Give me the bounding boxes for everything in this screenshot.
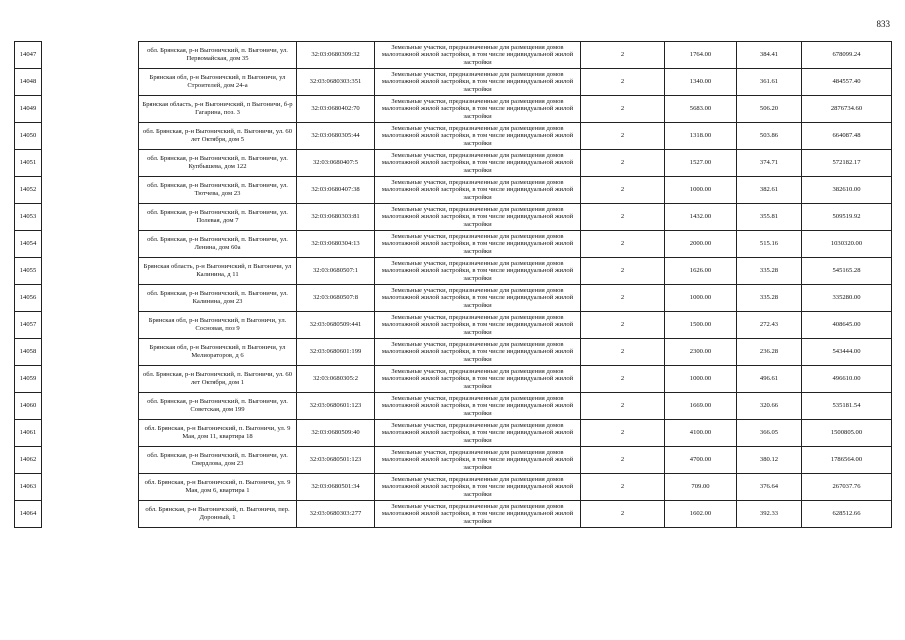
cell-specific-value: 506.20 <box>737 96 802 123</box>
table-row <box>15 285 892 312</box>
cell-gap <box>42 420 139 447</box>
cell-permitted-use: Земельные участки, предназначенные для размещения домов малоэтажной жилой застройки, в том числе индивидуальной жилой застройки <box>375 285 581 312</box>
cell-cadastral-value: 545165.28 <box>802 258 892 285</box>
cell-group-number: 2 <box>581 258 665 285</box>
cell-group-number: 2 <box>581 366 665 393</box>
cell-address: обл. Брянская, р-н Выгоничский, п. Выгоничи, ул. Первомайская, дом 35 <box>139 42 297 69</box>
cell-cadastral-number: 32:03:0680601:123 <box>297 393 375 420</box>
cell-cadastral-number: 32:03:0680305:44 <box>297 123 375 150</box>
cell-address: обл. Брянская, р-н Выгоничский, п. Выгоничи, ул. 60 лет Октября, дом 1 <box>139 366 297 393</box>
cell-record-id: 14056 <box>15 285 42 312</box>
table-row <box>15 393 892 420</box>
cell-address: обл. Брянская, р-н Выгоничский, п. Выгоничи, ул. 9 Мая, дом 6, квартира 1 <box>139 474 297 501</box>
table-body <box>15 42 892 528</box>
cell-area: 2000.00 <box>665 231 737 258</box>
cell-permitted-use: Земельные участки, предназначенные для размещения домов малоэтажной жилой застройки, в том числе индивидуальной жилой застройки <box>375 96 581 123</box>
cell-gap <box>42 312 139 339</box>
cell-permitted-use: Земельные участки, предназначенные для размещения домов малоэтажной жилой застройки, в том числе индивидуальной жилой застройки <box>375 393 581 420</box>
cell-gap <box>42 474 139 501</box>
cell-area: 1527.00 <box>665 150 737 177</box>
cell-specific-value: 335.28 <box>737 285 802 312</box>
cell-record-id: 14057 <box>15 312 42 339</box>
cell-address: обл. Брянская, р-н Выгоничский, п. Выгоничи, ул. Ленина, дом 60а <box>139 231 297 258</box>
cell-gap <box>42 150 139 177</box>
cell-area: 1764.00 <box>665 42 737 69</box>
table-row <box>15 69 892 96</box>
cell-area: 4100.00 <box>665 420 737 447</box>
cell-specific-value: 355.81 <box>737 204 802 231</box>
cell-cadastral-value: 509519.92 <box>802 204 892 231</box>
cell-area: 4700.00 <box>665 447 737 474</box>
cell-cadastral-value: 1500805.00 <box>802 420 892 447</box>
table-row <box>15 420 892 447</box>
cell-record-id: 14049 <box>15 96 42 123</box>
cell-gap <box>42 204 139 231</box>
cell-area: 1340.00 <box>665 69 737 96</box>
cell-cadastral-value: 1030320.00 <box>802 231 892 258</box>
cell-specific-value: 335.28 <box>737 258 802 285</box>
cell-group-number: 2 <box>581 42 665 69</box>
cell-specific-value: 515.16 <box>737 231 802 258</box>
cell-cadastral-number: 32:03:0680501:34 <box>297 474 375 501</box>
cell-group-number: 2 <box>581 123 665 150</box>
cell-record-id: 14059 <box>15 366 42 393</box>
table-row <box>15 447 892 474</box>
cell-cadastral-number: 32:03:0680507:8 <box>297 285 375 312</box>
cell-permitted-use: Земельные участки, предназначенные для размещения домов малоэтажной жилой застройки, в том числе индивидуальной жилой застройки <box>375 204 581 231</box>
cell-cadastral-value: 382610.00 <box>802 177 892 204</box>
cell-record-id: 14047 <box>15 42 42 69</box>
cell-cadastral-number: 32:03:0680501:123 <box>297 447 375 474</box>
cell-group-number: 2 <box>581 150 665 177</box>
cell-permitted-use: Земельные участки, предназначенные для размещения домов малоэтажной жилой застройки, в том числе индивидуальной жилой застройки <box>375 231 581 258</box>
cell-permitted-use: Земельные участки, предназначенные для размещения домов малоэтажной жилой застройки, в том числе индивидуальной жилой застройки <box>375 177 581 204</box>
cell-group-number: 2 <box>581 339 665 366</box>
cell-address: обл. Брянская, р-н Выгоничский, п. Выгоничи, ул. 9 Мая, дом 11, квартира 18 <box>139 420 297 447</box>
cell-cadastral-number: 32:03:0680303:81 <box>297 204 375 231</box>
cell-record-id: 14063 <box>15 474 42 501</box>
cell-permitted-use: Земельные участки, предназначенные для размещения домов малоэтажной жилой застройки, в том числе индивидуальной жилой застройки <box>375 258 581 285</box>
cell-gap <box>42 69 139 96</box>
cell-area: 709.00 <box>665 474 737 501</box>
cell-group-number: 2 <box>581 501 665 528</box>
table-row <box>15 501 892 528</box>
cell-cadastral-number: 32:03:0680309:32 <box>297 42 375 69</box>
cell-address: Брянская обл, р-н Выгоничский, п Выгоничи, ул Мелиораторов, д 6 <box>139 339 297 366</box>
cell-group-number: 2 <box>581 420 665 447</box>
cell-record-id: 14060 <box>15 393 42 420</box>
cell-gap <box>42 258 139 285</box>
cell-permitted-use: Земельные участки, предназначенные для размещения домов малоэтажной жилой застройки, в том числе индивидуальной жилой застройки <box>375 366 581 393</box>
cell-area: 1000.00 <box>665 366 737 393</box>
cell-gap <box>42 501 139 528</box>
cell-cadastral-number: 32:03:0680407:38 <box>297 177 375 204</box>
cell-record-id: 14055 <box>15 258 42 285</box>
cell-specific-value: 503.86 <box>737 123 802 150</box>
cell-specific-value: 496.61 <box>737 366 802 393</box>
cell-group-number: 2 <box>581 285 665 312</box>
cell-specific-value: 272.43 <box>737 312 802 339</box>
cell-permitted-use: Земельные участки, предназначенные для размещения домов малоэтажной жилой застройки, в том числе индивидуальной жилой застройки <box>375 42 581 69</box>
cell-address: обл. Брянская, р-н Выгоничский, п. Выгоничи, ул. Тютчева, дом 23 <box>139 177 297 204</box>
cell-address: обл. Брянская, р-н Выгоничский, п. Выгоничи, ул. Советская, дом 199 <box>139 393 297 420</box>
cell-cadastral-number: 32:03:0680507:1 <box>297 258 375 285</box>
cell-permitted-use: Земельные участки, предназначенные для размещения домов малоэтажной жилой застройки, в том числе индивидуальной жилой застройки <box>375 420 581 447</box>
cell-group-number: 2 <box>581 393 665 420</box>
cell-cadastral-value: 628512.66 <box>802 501 892 528</box>
cell-gap <box>42 123 139 150</box>
cell-address: обл. Брянская, р-н Выгоничский, п. Выгоничи, ул. Купбышева, дом 122 <box>139 150 297 177</box>
cell-record-id: 14053 <box>15 204 42 231</box>
cell-specific-value: 361.61 <box>737 69 802 96</box>
cell-group-number: 2 <box>581 204 665 231</box>
cell-gap <box>42 96 139 123</box>
cell-specific-value: 366.05 <box>737 420 802 447</box>
cell-cadastral-value: 1786564.00 <box>802 447 892 474</box>
cell-address: обл. Брянская, р-н Выгоничский, п. Выгоничи, ул. Полевая, дом 7 <box>139 204 297 231</box>
cell-cadastral-number: 32:03:0680407:5 <box>297 150 375 177</box>
cell-address: обл. Брянская, р-н Выгоничский, п. Выгоничи, ул. Свердлова, дом 23 <box>139 447 297 474</box>
cell-cadastral-value: 484557.40 <box>802 69 892 96</box>
cell-area: 2300.00 <box>665 339 737 366</box>
cell-area: 1000.00 <box>665 285 737 312</box>
cell-area: 1626.00 <box>665 258 737 285</box>
table-row <box>15 96 892 123</box>
cell-gap <box>42 42 139 69</box>
cell-area: 1318.00 <box>665 123 737 150</box>
cell-cadastral-number: 32:03:0680402:70 <box>297 96 375 123</box>
cell-group-number: 2 <box>581 177 665 204</box>
cell-permitted-use: Земельные участки, предназначенные для размещения домов малоэтажной жилой застройки, в том числе индивидуальной жилой застройки <box>375 312 581 339</box>
cell-cadastral-value: 572182.17 <box>802 150 892 177</box>
cell-cadastral-value: 535181.54 <box>802 393 892 420</box>
cell-cadastral-number: 32:03:0680303:277 <box>297 501 375 528</box>
cell-specific-value: 382.61 <box>737 177 802 204</box>
cell-address: обл. Брянская, р-н Выгоничский, п. Выгоничи, пер. Доронный, 1 <box>139 501 297 528</box>
cell-specific-value: 374.71 <box>737 150 802 177</box>
cell-gap <box>42 285 139 312</box>
cell-group-number: 2 <box>581 69 665 96</box>
cell-cadastral-value: 335280.00 <box>802 285 892 312</box>
table-row <box>15 177 892 204</box>
cell-specific-value: 384.41 <box>737 42 802 69</box>
table-row <box>15 258 892 285</box>
cell-permitted-use: Земельные участки, предназначенные для размещения домов малоэтажной жилой застройки, в том числе индивидуальной жилой застройки <box>375 339 581 366</box>
page-number: 833 <box>876 19 890 29</box>
cell-record-id: 14058 <box>15 339 42 366</box>
cell-area: 1500.00 <box>665 312 737 339</box>
cell-group-number: 2 <box>581 312 665 339</box>
cell-group-number: 2 <box>581 447 665 474</box>
cell-cadastral-value: 267037.76 <box>802 474 892 501</box>
cell-cadastral-value: 408645.00 <box>802 312 892 339</box>
table-row <box>15 474 892 501</box>
cell-area: 1602.00 <box>665 501 737 528</box>
cell-record-id: 14062 <box>15 447 42 474</box>
cell-record-id: 14064 <box>15 501 42 528</box>
table-row <box>15 150 892 177</box>
table-row <box>15 231 892 258</box>
cell-address: Брянская область, р-н Выгоничский, п Выгоничи, б-р Гагарина, поз. 3 <box>139 96 297 123</box>
cell-address: Брянская обл, р-н Выгоничский, п Выгоничи, ул. Сосновая, поз 9 <box>139 312 297 339</box>
cell-cadastral-number: 32:03:0680304:13 <box>297 231 375 258</box>
cell-cadastral-number: 32:03:0680305:2 <box>297 366 375 393</box>
cell-specific-value: 392.33 <box>737 501 802 528</box>
cell-group-number: 2 <box>581 96 665 123</box>
cell-gap <box>42 231 139 258</box>
cell-area: 5683.00 <box>665 96 737 123</box>
table-row <box>15 204 892 231</box>
table-row <box>15 339 892 366</box>
cell-cadastral-value: 678099.24 <box>802 42 892 69</box>
cell-record-id: 14054 <box>15 231 42 258</box>
cell-cadastral-value: 543444.00 <box>802 339 892 366</box>
cell-cadastral-number: 32:03:0680601:199 <box>297 339 375 366</box>
cell-area: 1432.00 <box>665 204 737 231</box>
cell-gap <box>42 393 139 420</box>
cell-cadastral-value: 664087.48 <box>802 123 892 150</box>
cell-permitted-use: Земельные участки, предназначенные для размещения домов малоэтажной жилой застройки, в том числе индивидуальной жилой застройки <box>375 447 581 474</box>
cell-cadastral-number: 32:03:0680509:441 <box>297 312 375 339</box>
cell-record-id: 14061 <box>15 420 42 447</box>
table-row <box>15 366 892 393</box>
cell-address: обл. Брянская, р-н Выгоничский, п. Выгоничи, ул. Калинина, дом 23 <box>139 285 297 312</box>
cell-gap <box>42 177 139 204</box>
cell-gap <box>42 366 139 393</box>
cell-record-id: 14052 <box>15 177 42 204</box>
cell-record-id: 14050 <box>15 123 42 150</box>
cell-specific-value: 380.12 <box>737 447 802 474</box>
cell-group-number: 2 <box>581 474 665 501</box>
cell-cadastral-value: 2876734.60 <box>802 96 892 123</box>
cell-address: Брянская область, р-н Выгоничский, п Выгоничи, ул Калинина, д 11 <box>139 258 297 285</box>
cell-record-id: 14048 <box>15 69 42 96</box>
cell-cadastral-number: 32:03:0680509:40 <box>297 420 375 447</box>
cell-record-id: 14051 <box>15 150 42 177</box>
cell-specific-value: 376.64 <box>737 474 802 501</box>
land-plot-table <box>14 41 892 528</box>
cell-specific-value: 320.66 <box>737 393 802 420</box>
cell-address: Брянская обл, р-н Выгоничский, п Выгоничи, ул Строителей, дом 24-а <box>139 69 297 96</box>
cell-area: 1669.00 <box>665 393 737 420</box>
cell-permitted-use: Земельные участки, предназначенные для размещения домов малоэтажной жилой застройки, в том числе индивидуальной жилой застройки <box>375 123 581 150</box>
cell-gap <box>42 447 139 474</box>
cell-cadastral-number: 32:03:0680303:351 <box>297 69 375 96</box>
cell-gap <box>42 339 139 366</box>
cell-permitted-use: Земельные участки, предназначенные для размещения домов малоэтажной жилой застройки, в том числе индивидуальной жилой застройки <box>375 150 581 177</box>
table-row <box>15 123 892 150</box>
cell-area: 1000.00 <box>665 177 737 204</box>
cell-specific-value: 236.28 <box>737 339 802 366</box>
table-row <box>15 312 892 339</box>
cell-cadastral-value: 496610.00 <box>802 366 892 393</box>
cell-permitted-use: Земельные участки, предназначенные для размещения домов малоэтажной жилой застройки, в том числе индивидуальной жилой застройки <box>375 474 581 501</box>
table-row <box>15 42 892 69</box>
cell-permitted-use: Земельные участки, предназначенные для размещения домов малоэтажной жилой застройки, в том числе индивидуальной жилой застройки <box>375 69 581 96</box>
cell-permitted-use: Земельные участки, предназначенные для размещения домов малоэтажной жилой застройки, в том числе индивидуальной жилой застройки <box>375 501 581 528</box>
cell-address: обл. Брянская, р-н Выгоничский, п. Выгоничи, ул. 60 лет Октября, дом 5 <box>139 123 297 150</box>
cell-group-number: 2 <box>581 231 665 258</box>
